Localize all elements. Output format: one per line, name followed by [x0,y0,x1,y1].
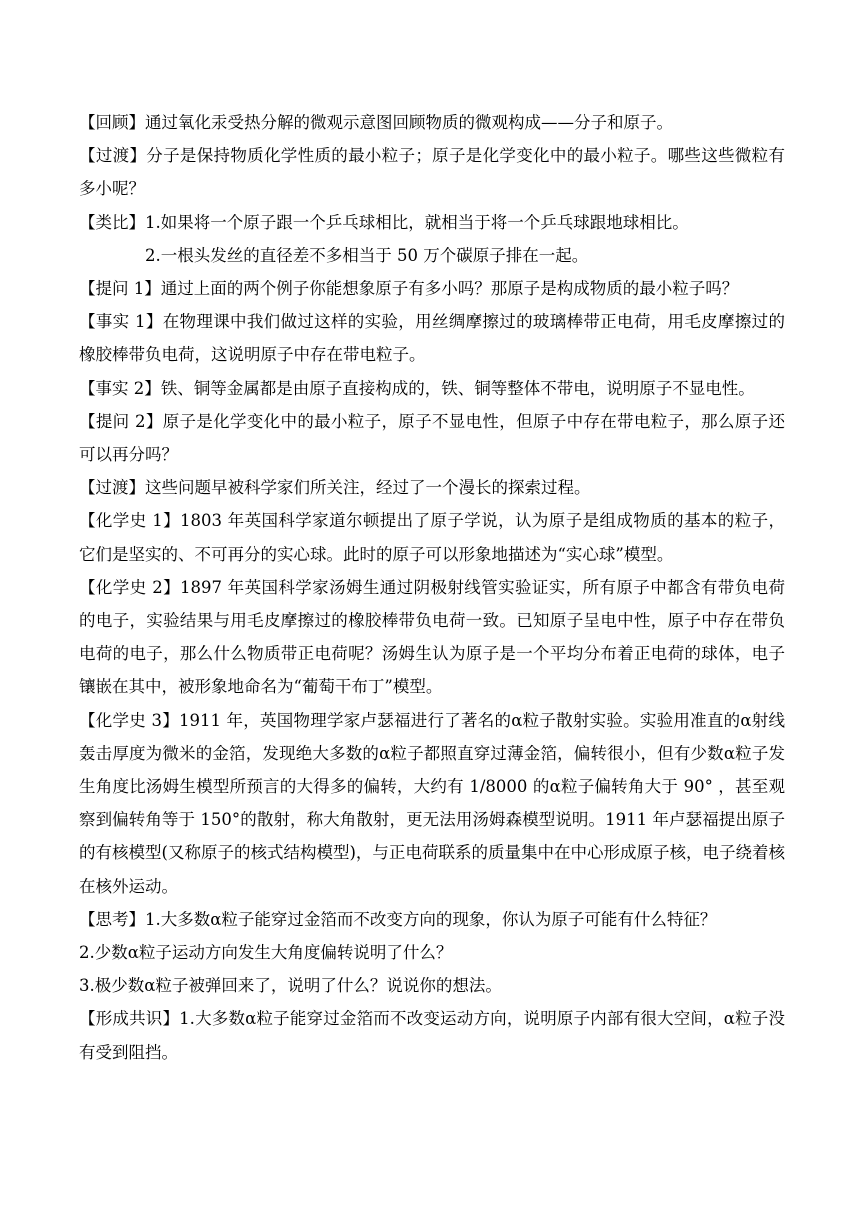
paragraph-consensus: 【形成共识】1.大多数α粒子能穿过金箔而不改变运动方向，说明原子内部有很大空间，α粒子没有受到阻挡。 [79,1009,785,1062]
paragraph-chemistry-history: 【化学史 1】1803 年英国科学家道尔顿提出了原子学说，认为原子是组成物质的基本的粒子，它们是坚实的、不可再分的实心球。此时的原子可以形象地描述为“实心球”模型。 [79,511,785,564]
paragraph-transition: 【过渡】分子是保持物质化学性质的最小粒子；原子是化学变化中的最小粒子。哪些这些微粒有多小呢？ [79,146,785,199]
paragraph-analogy: 【类比】1.如果将一个原子跟一个乒乓球相比，就相当于将一个乒乓球跟地球相比。 [79,212,689,232]
paragraph-question: 【提问 1】通过上面的两个例子你能想象原子有多小吗？那原子是构成物质的最小粒子吗？ [79,279,739,299]
paragraph-review: 【回顾】通过氧化汞受热分解的微观示意图回顾物质的微观构成——分子和原子。 [79,113,673,132]
paragraph-analogy-item: 2.一根头发丝的直径差不多相当于 50 万个碳原子排在一起。 [145,245,589,265]
paragraph-transition: 【过渡】这些问题早被科学家们所关注，经过了一个漫长的探索过程。 [79,478,591,498]
paragraph-question: 【提问 2】原子是化学变化中的最小粒子，原子不显电性，但原子中存在带电粒子，那么原子还可以再分吗？ [79,411,785,465]
paragraph-think-item: 2.少数α粒子运动方向发生大角度偏转说明了什么？ [79,943,453,963]
paragraph-fact: 【事实 1】在物理课中我们做过这样的实验，用丝绸摩擦过的玻璃棒带正电荷，用毛皮摩擦过的橡胶棒带负电荷，这说明原子中存在带电粒子。 [79,312,785,365]
paragraph-fact: 【事实 2】铁、铜等金属都是由原子直接构成的，铁、铜等整体不带电，说明原子不显电性。 [79,378,755,398]
document-body [79,106,785,1069]
paragraph-think-item: 3.极少数α粒子被弹回来了，说明了什么？说说你的想法。 [79,976,502,996]
paragraph-think: 【思考】1.大多数α粒子能穿过金箔而不改变方向的现象，你认为原子可能有什么特征？ [79,909,717,929]
paragraph-chemistry-history: 【化学史 2】1897 年英国科学家汤姆生通过阴极射线管实验证实，所有原子中都含有带负电荷的电子，实验结果与用毛皮摩擦过的橡胶棒带负电荷一致。已知原子呈电中性，原子中存在带负电荷的电子，那么什么物质带正电荷呢？汤姆生认为原子是一个平均分布着正电荷的球体，电子镶嵌在其中，被形象地命名为“葡萄干布丁”模型。 [79,577,785,697]
paragraph-chemistry-history: 【化学史 3】1911 年，英国物理学家卢瑟福进行了著名的α粒子散射实验。实验用准直的α射线轰击厚度为微米的金箔，发现绝大多数的α粒子都照直穿过薄金箔，偏转很小，但有少数α粒子发生角度比汤姆生模型所预言的大得多的偏转，大约有 1/8000 的α粒子偏转角大于 90° ，甚至观察到偏转角等于 150°的散射，称大角散射，更无法用汤姆森模型说明。1911 年卢瑟福提出原子的有核模型(又称原子的核式结构模型)，与正电荷联系的质量集中在中心形成原子核，电子绕着核在核外运动。 [79,710,785,896]
